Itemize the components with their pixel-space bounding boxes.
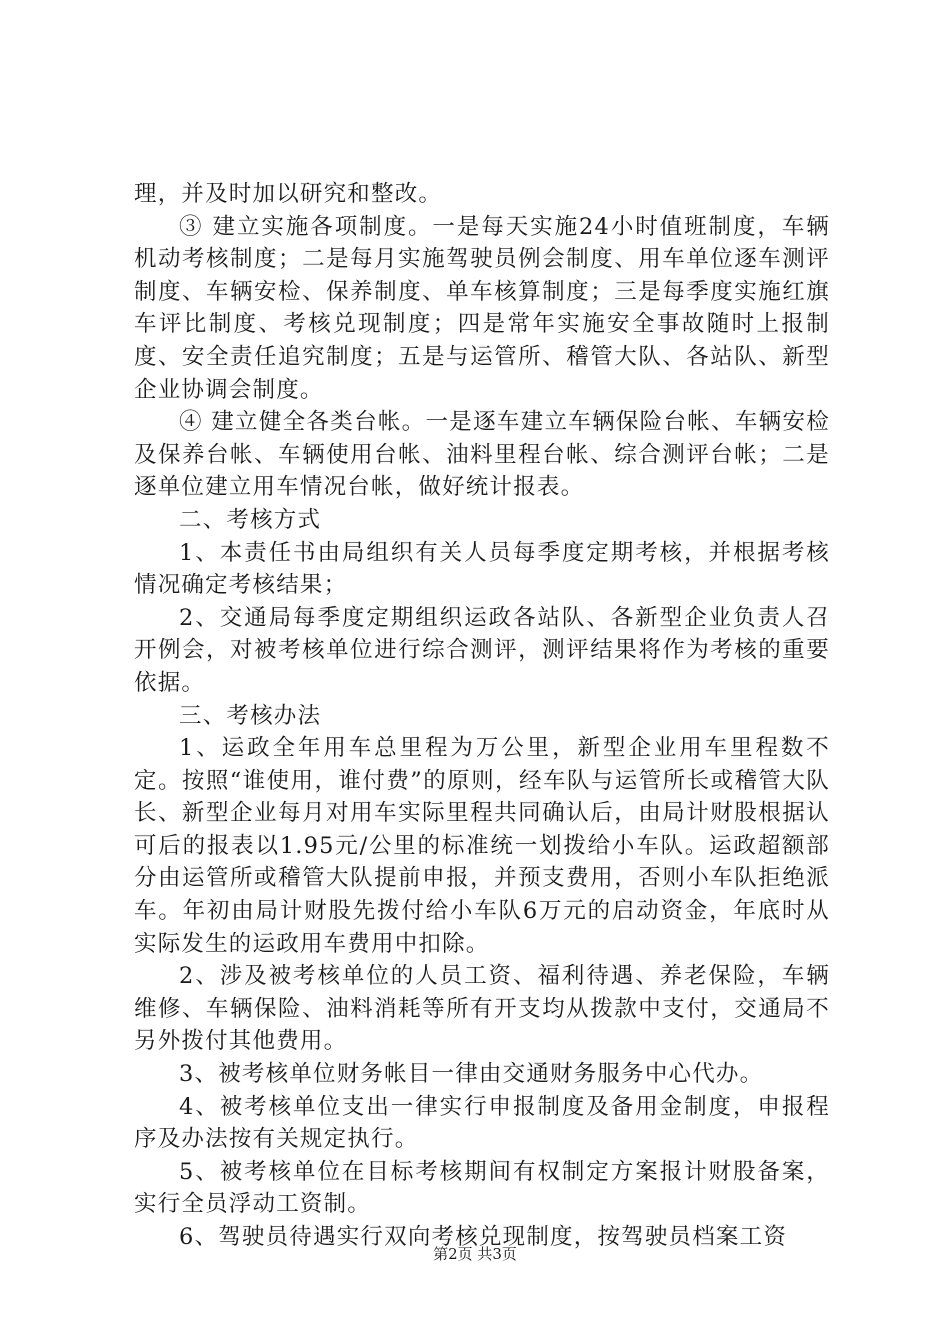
section-heading: 三、考核办法 [179,702,322,729]
paragraph: 2、交通局每季度定期组织运政各站队、各新型企业负责人召开例会，对被考核单位进行综合测评，测评结果将作为考核的重要依据。 [134,604,830,696]
section-heading: 二、考核方式 [179,506,322,533]
paragraph: ③ 建立实施各项制度。一是每天实施24小时值班制度，车辆机动考核制度；二是每月实施驾驶员例会制度、用车单位逐车测评制度、车辆安检、保养制度、单车核算制度；三是每季度实施红旗车评比制度、考核兑现制度；四是常年实施安全事故随时上报制度、安全责任追究制度；五是与运管所、稽管大队、各站队、新型企业协调会制度。 [134,213,830,403]
paragraph: 6、驾驶员待遇实行双向考核兑现制度，按驾驶员档案工资 [179,1224,788,1250]
paragraph: 2、涉及被考核单位的人员工资、福利待遇、养老保险，车辆维修、车辆保险、油料消耗等所有开支均从拨款中支付，交通局不另外拨付其他费用。 [134,963,830,1055]
paragraph: 理，并及时加以研究和整改。 [134,181,443,207]
page-number-footer: 第2页 共3页 [433,1245,517,1263]
document-body [134,178,830,1254]
paragraph: ④ 建立健全各类台帐。一是逐车建立车辆保险台帐、车辆安检及保养台帐、车辆使用台帐、油料里程台帐、综合测评台帐；二是逐单位建立用车情况台帐，做好统计报表。 [134,409,830,501]
paragraph: 4、被考核单位支出一律实行申报制度及备用金制度，申报程序及办法按有关规定执行。 [134,1093,830,1153]
paragraph: 3、被考核单位财务帐目一律由交通财务服务中心代办。 [179,1061,764,1088]
paragraph: 1、运政全年用车总里程为万公里，新型企业用车里程数不定。按照“谁使用，谁付费”的原则，经车队与运管所长或稽管大队长、新型企业每月对用车实际里程共同确认后，由局计财股根据认可后的报表以1.95元/公里的标准统一划拨给小车队。运政超额部分由运管所或稽管大队提前申报，并预支费用，否则小车队拒绝派车。年初由局计财股先拨付给小车队6万元的启动资金，年底时从实际发生的运政用车费用中扣除。 [134,735,830,957]
paragraph: 1、本责任书由局组织有关人员每季度定期考核，并根据考核情况确定考核结果； [134,539,830,599]
paragraph: 5、被考核单位在目标考核期间有权制定方案报计财股备案，实行全员浮动工资制。 [134,1158,830,1218]
